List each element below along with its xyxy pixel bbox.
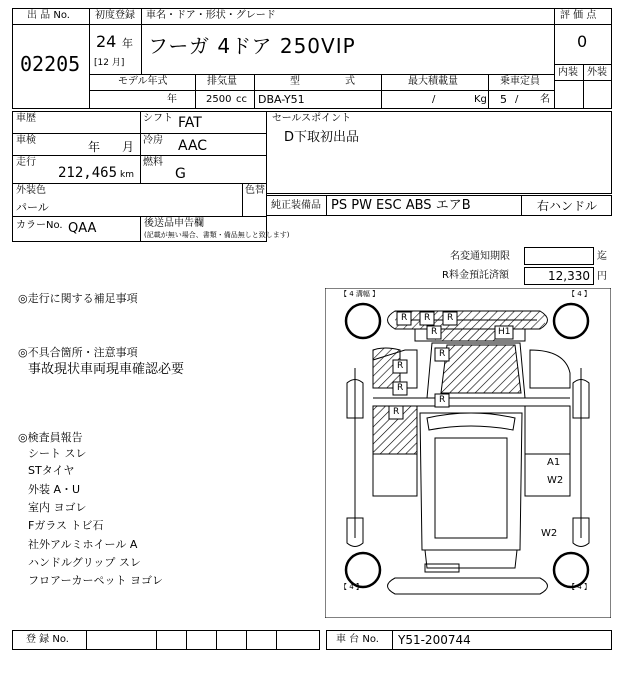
capacity-label: 乗車定員 [500,76,540,87]
displacement-unit: cc [236,94,247,105]
car-name: フーガ 4ドア 250VIP [148,34,356,58]
history-label: 車歴 [16,113,36,124]
recycle-amount: 12,330 [548,269,590,283]
color-no-label: カラーNo. [16,220,63,231]
inspector-item: STタイヤ [28,464,75,477]
damage-mark: R [447,313,454,323]
shift-value: FAT [178,115,202,131]
driving-notes-title: ◎走行に関する補足事項 [18,292,138,305]
inspection-year-unit: 年 [88,140,101,154]
handle-value: 右ハンドル [537,199,598,213]
damage-mark: R [439,395,446,405]
damage-mark: R [431,327,438,337]
exterior-label: 外装 [587,67,607,78]
damage-mark: W2 [541,528,558,539]
displacement-label: 排気量 [207,76,237,87]
reg-no-label: 登 録 No. [26,634,69,645]
type-label-2: 式 [345,76,355,87]
color-change-label: 色替 [245,185,265,196]
ac-value: AAC [178,138,208,154]
car-desc-label: 車名・ドア・形状・グレード [146,10,276,21]
lot-label: 出 品 No. [27,10,70,21]
recycle-unit: 円 [597,271,607,282]
lot-number: 02205 [20,52,81,76]
score-value: 0 [577,32,588,51]
max-load-label: 最大積載量 [408,76,458,87]
chassis-label: 車 台 No. [336,634,379,645]
interior-label: 内装 [558,67,578,78]
car-damage-diagram [325,288,611,618]
inspector-item: 外装 A・U [28,483,81,496]
mileage-label: 走行 [16,157,36,168]
capacity-sep: / [515,94,519,105]
tire-fl-label: 【 4 溝幅 】 [340,290,380,298]
mileage-unit: km [120,170,134,180]
damage-mark: R [439,349,446,359]
sales-point-label: セールスポイント [272,113,352,124]
model-year-label: モデル年式 [118,76,168,87]
damage-mark: R [397,361,404,371]
damage-mark: H1 [498,327,511,337]
inspector-title: ◎検査員報告 [18,431,83,444]
defects-text: 事故現状車両現車確認必要 [28,362,185,377]
exterior-color-label: 外装色 [16,185,46,196]
name-change-label: 名変通知期限 [450,251,510,262]
inspector-item: Fガラス トビ石 [28,519,104,532]
model-year-unit: 年 [167,94,177,105]
score-label: 評 価 点 [560,10,597,21]
type-label: 型 [290,76,300,87]
first-reg-label: 初度登録 [95,10,135,21]
year-unit: 年 [122,37,133,50]
ac-label: 冷房 [143,135,163,146]
inspector-item: 室内 ヨゴレ [28,501,87,514]
tire-fr-label: 【 4 】 [568,290,591,298]
capacity-value: 5 [500,93,507,106]
damage-mark: R [393,407,400,417]
inspector-item: シート スレ [28,447,87,460]
max-load-sep: / [432,94,436,105]
fuel-value: G [175,166,186,182]
first-reg-year: 24 [96,32,117,51]
post-report-label: 後送品申告欄 [144,218,204,229]
color-no-value: QAA [68,221,97,236]
inspector-item: ハンドルグリップ スレ [28,556,141,569]
name-change-deadline-box [524,247,594,265]
recycle-label: R料金預託済額 [442,270,509,281]
capacity-unit: 名 [540,94,550,105]
mileage-value: 212,465 [58,165,118,181]
exterior-color-value: パール [16,201,49,214]
equipment-label: 純正装備品 [271,200,321,211]
chassis-number: Y51-200744 [398,633,471,647]
damage-mark: R [424,313,431,323]
name-change-unit: 迄 [597,251,607,262]
shift-label: シフト [143,113,173,124]
defects-title: ◎不具合箇所・注意事項 [18,346,138,359]
sales-point-value: D下取初出品 [284,130,360,145]
post-report-note: (記載が無い場合、書類・備品無しと致します) [144,231,290,239]
tire-rr-label: 【 4 】 [568,583,591,591]
first-reg-month: [12 月] [94,58,125,68]
damage-mark: R [401,313,408,323]
model-code: DBA-Y51 [258,93,305,106]
inspector-item: 社外アルミホイール A [28,538,138,551]
inspection-month-unit: 月 [122,140,135,154]
inspection-label: 車検 [16,135,36,146]
fuel-label: 燃料 [143,157,163,168]
tire-rl-label: 【 4 】 [340,583,363,591]
damage-mark: R [397,383,404,393]
damage-mark: W2 [547,475,564,486]
max-load-unit: Kg [474,94,487,105]
equipment-value: PS PW ESC ABS エアB [331,198,471,213]
damage-mark: A1 [547,457,561,468]
inspector-item: フロアーカーペット ヨゴレ [28,574,163,587]
displacement-value: 2500 [206,94,232,105]
